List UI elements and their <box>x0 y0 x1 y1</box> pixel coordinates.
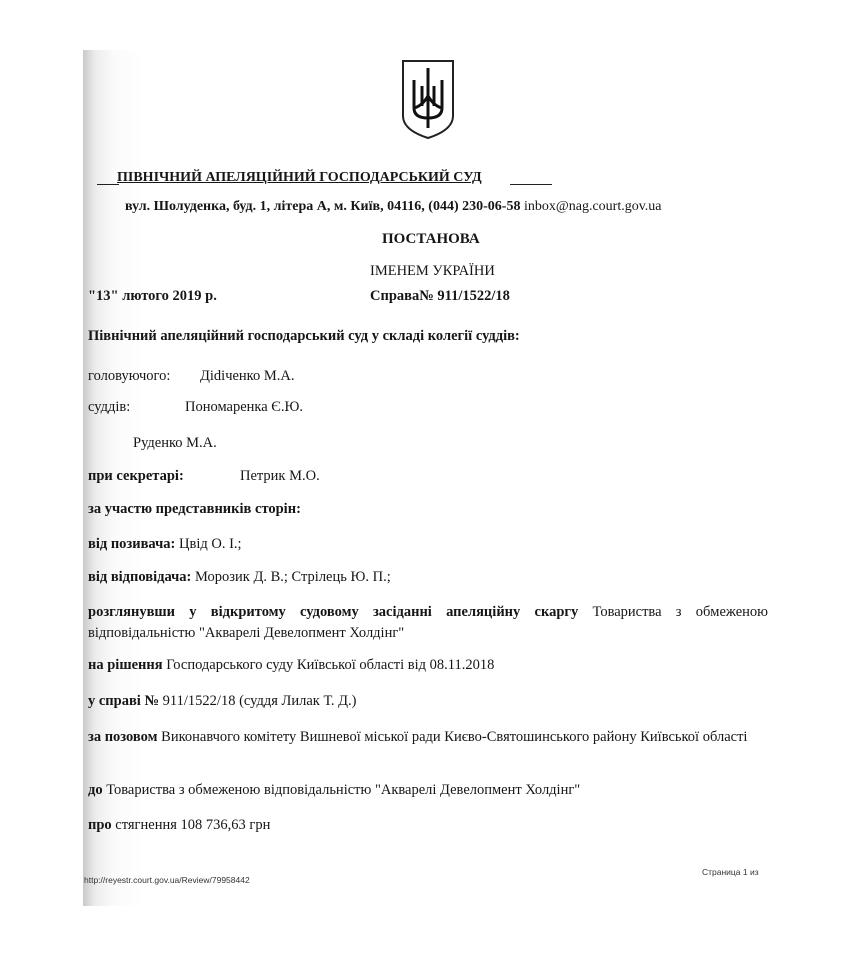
about-text: стягнення 108 736,63 грн <box>115 817 271 833</box>
review-label: розглянувши у відкритому судовому засіданні апеляційну скаргу <box>88 604 579 620</box>
plaintiff-label: від позивача: <box>88 536 176 552</box>
coat-of-arms-icon <box>400 58 456 140</box>
address-text: вул. Шолуденка, буд. 1, літера А, м. Київ, 04116, (044) 230-06-58 <box>125 199 521 214</box>
case-line <box>88 693 356 710</box>
panel-intro: Північний апеляційний господарський суд у складі колегії суддів: <box>88 328 520 344</box>
to-line <box>88 782 580 799</box>
decision-line <box>88 657 494 674</box>
secretary: Петрик М.О. <box>240 468 320 484</box>
about-line <box>88 817 270 834</box>
claim-label: за позовом <box>88 729 158 745</box>
footer-url: http://reyestr.court.gov.ua/Review/79958442 <box>84 875 250 885</box>
judge-1: Пономаренка Є.Ю. <box>185 399 304 415</box>
footer-page: Страница 1 из <box>702 867 759 877</box>
review-paragraph <box>88 602 768 644</box>
case-ref: 911/1522/18 (суддя Лилак Т. Д.) <box>162 693 357 709</box>
presiding-label: головуючого: <box>88 368 171 384</box>
participation-label: за участю представників сторін: <box>88 501 301 517</box>
in-name-of-ukraine: ІМЕНЕМ УКРАЇНИ <box>370 263 495 279</box>
decision-date: "13" лютого 2019 р. <box>88 288 217 304</box>
case-number: Справа№ 911/1522/18 <box>370 288 510 304</box>
doc-type: ПОСТАНОВА <box>382 231 480 247</box>
plaintiff-line <box>88 536 242 553</box>
court-email: inbox@nag.court.gov.ua <box>523 199 662 214</box>
presiding-judge: Діdiченко М.А. <box>200 368 295 384</box>
defendant-label: від відповідача: <box>88 569 192 585</box>
review-text: Товариства з обмеженою відповідальністю "Акварелі Девелопмент Холдінг" <box>88 604 769 641</box>
decision-label: на рішення <box>88 657 163 673</box>
about-label: про <box>88 817 112 833</box>
judge-2: Руденко М.А. <box>133 435 217 451</box>
judges-label: суддів: <box>88 399 131 415</box>
plaintiff-rep: Цвід О. І.; <box>179 536 242 552</box>
title-rule-right <box>510 184 552 185</box>
to-text: Товариства з обмеженою відповідальністю "Акварелі Девелопмент Холдінг" <box>106 782 581 798</box>
title-rule-left <box>97 184 119 185</box>
court-name: ПІВНІЧНИЙ АПЕЛЯЦІЙНИЙ ГОСПОДАРСЬКИЙ СУД <box>117 170 482 185</box>
claim-paragraph <box>88 727 768 748</box>
defendant-line <box>88 569 391 586</box>
to-label: до <box>88 782 103 798</box>
court-address <box>125 199 662 215</box>
defendant-rep: Морозик Д. В.; Стрілець Ю. П.; <box>195 569 391 585</box>
decision-text: Господарського суду Київської області від 08.11.2018 <box>166 657 495 673</box>
case-label: у справі № <box>88 693 160 709</box>
claim-text: Виконавчого комітету Вишневої міської ради Києво-Святошинського району Київської області <box>161 729 748 745</box>
secretary-label: при секретарі: <box>88 468 184 484</box>
